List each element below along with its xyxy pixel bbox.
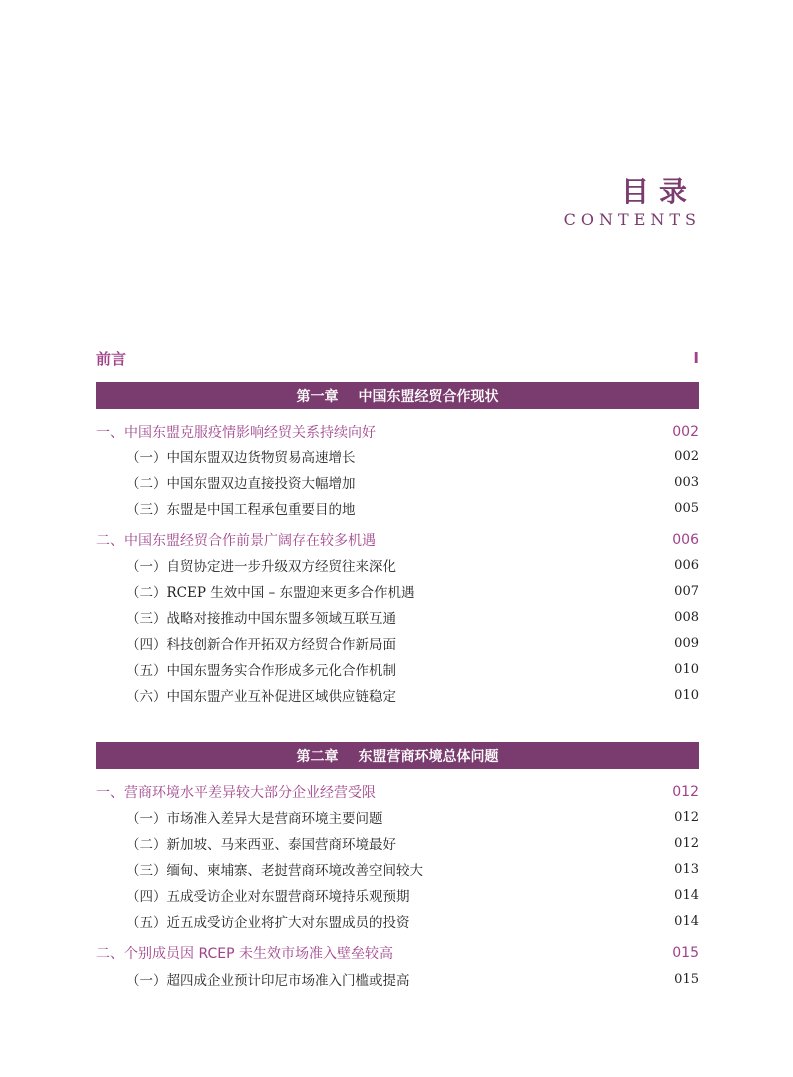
item-label: （一）超四成企业预计印尼市场准入门槛或提高 [126, 973, 410, 989]
toc-item-entry[interactable] [96, 579, 699, 603]
toc-item-entry[interactable] [96, 909, 699, 933]
toc-item-entry[interactable] [96, 605, 699, 629]
toc-preface-entry[interactable] [96, 346, 699, 370]
item-label: （四）五成受访企业对东盟营商环境持乐观预期 [126, 889, 410, 905]
item-label: （三）东盟是中国工程承包重要目的地 [126, 502, 356, 518]
section-label: 一、中国东盟克服疫情影响经贸关系持续向好 [96, 425, 376, 441]
toc-item-entry[interactable] [96, 444, 699, 468]
item-label: （一）中国东盟双边货物贸易高速增长 [126, 450, 356, 466]
item-page: 012 [674, 809, 699, 825]
section-page: 006 [672, 532, 699, 548]
preface-page: I [693, 349, 699, 367]
toc-section-entry[interactable] [96, 528, 699, 552]
item-page: 014 [674, 913, 699, 929]
section-page: 002 [672, 424, 699, 440]
item-page: 010 [674, 661, 699, 677]
toc-section-entry[interactable] [96, 941, 699, 965]
toc-item-entry[interactable] [96, 553, 699, 577]
item-label: （一）自贸协定进一步升级双方经贸往来深化 [126, 559, 396, 575]
toc-item-entry[interactable] [96, 857, 699, 881]
item-page: 009 [674, 635, 699, 651]
toc-item-entry[interactable] [96, 831, 699, 855]
chapter-1-banner[interactable] [96, 382, 699, 409]
toc-item-entry[interactable] [96, 883, 699, 907]
toc-item-entry[interactable] [96, 967, 699, 991]
item-page: 003 [674, 474, 699, 490]
toc-section-entry[interactable] [96, 420, 699, 444]
item-page: 010 [674, 687, 699, 703]
chapter-2-name: 东盟营商环境总体问题 [358, 748, 499, 765]
item-page: 007 [674, 583, 699, 599]
item-label: （三）战略对接推动中国东盟多领域互联互通 [126, 611, 396, 627]
item-label: （二）新加坡、马来西亚、泰国营商环境最好 [126, 837, 396, 853]
item-page: 006 [674, 557, 699, 573]
toc-item-entry[interactable] [96, 805, 699, 829]
section-label: 一、营商环境水平差异较大部分企业经营受限 [96, 785, 376, 801]
toc-title: 目录 [620, 175, 697, 208]
toc-subtitle: CONTENTS [563, 210, 701, 229]
item-page: 012 [674, 835, 699, 851]
toc-item-entry[interactable] [96, 470, 699, 494]
toc-item-entry[interactable] [96, 683, 699, 707]
toc-item-entry[interactable] [96, 631, 699, 655]
item-page: 005 [674, 500, 699, 516]
item-label: （一）市场准入差异大是营商环境主要问题 [126, 811, 383, 827]
item-page: 013 [674, 861, 699, 877]
item-label: （二）中国东盟双边直接投资大幅增加 [126, 476, 356, 492]
item-label: （四）科技创新合作开拓双方经贸合作新局面 [126, 637, 396, 653]
item-label: （二）RCEP 生效中国 – 东盟迎来更多合作机遇 [126, 585, 415, 601]
toc-item-entry[interactable] [96, 496, 699, 520]
preface-label: 前言 [96, 349, 127, 368]
item-page: 014 [674, 887, 699, 903]
chapter-2-banner[interactable] [96, 742, 699, 769]
toc-item-entry[interactable] [96, 657, 699, 681]
section-label: 二、中国东盟经贸合作前景广阔存在较多机遇 [96, 533, 376, 549]
item-label: （五）近五成受访企业将扩大对东盟成员的投资 [126, 915, 410, 931]
toc-section-entry[interactable] [96, 780, 699, 804]
chapter-1-name: 中国东盟经贸合作现状 [358, 388, 499, 405]
item-page: 008 [674, 609, 699, 625]
chapter-1-number: 第一章 [296, 388, 339, 405]
item-label: （五）中国东盟务实合作形成多元化合作机制 [126, 663, 396, 679]
section-page: 015 [672, 945, 699, 961]
section-page: 012 [672, 784, 699, 800]
item-label: （六）中国东盟产业互补促进区域供应链稳定 [126, 689, 396, 705]
item-page: 002 [674, 448, 699, 464]
chapter-2-number: 第二章 [296, 748, 339, 765]
item-label: （三）缅甸、柬埔寨、老挝营商环境改善空间较大 [126, 863, 423, 879]
item-page: 015 [674, 971, 699, 987]
section-label: 二、个别成员因 RCEP 未生效市场准入壁垒较高 [96, 946, 393, 962]
